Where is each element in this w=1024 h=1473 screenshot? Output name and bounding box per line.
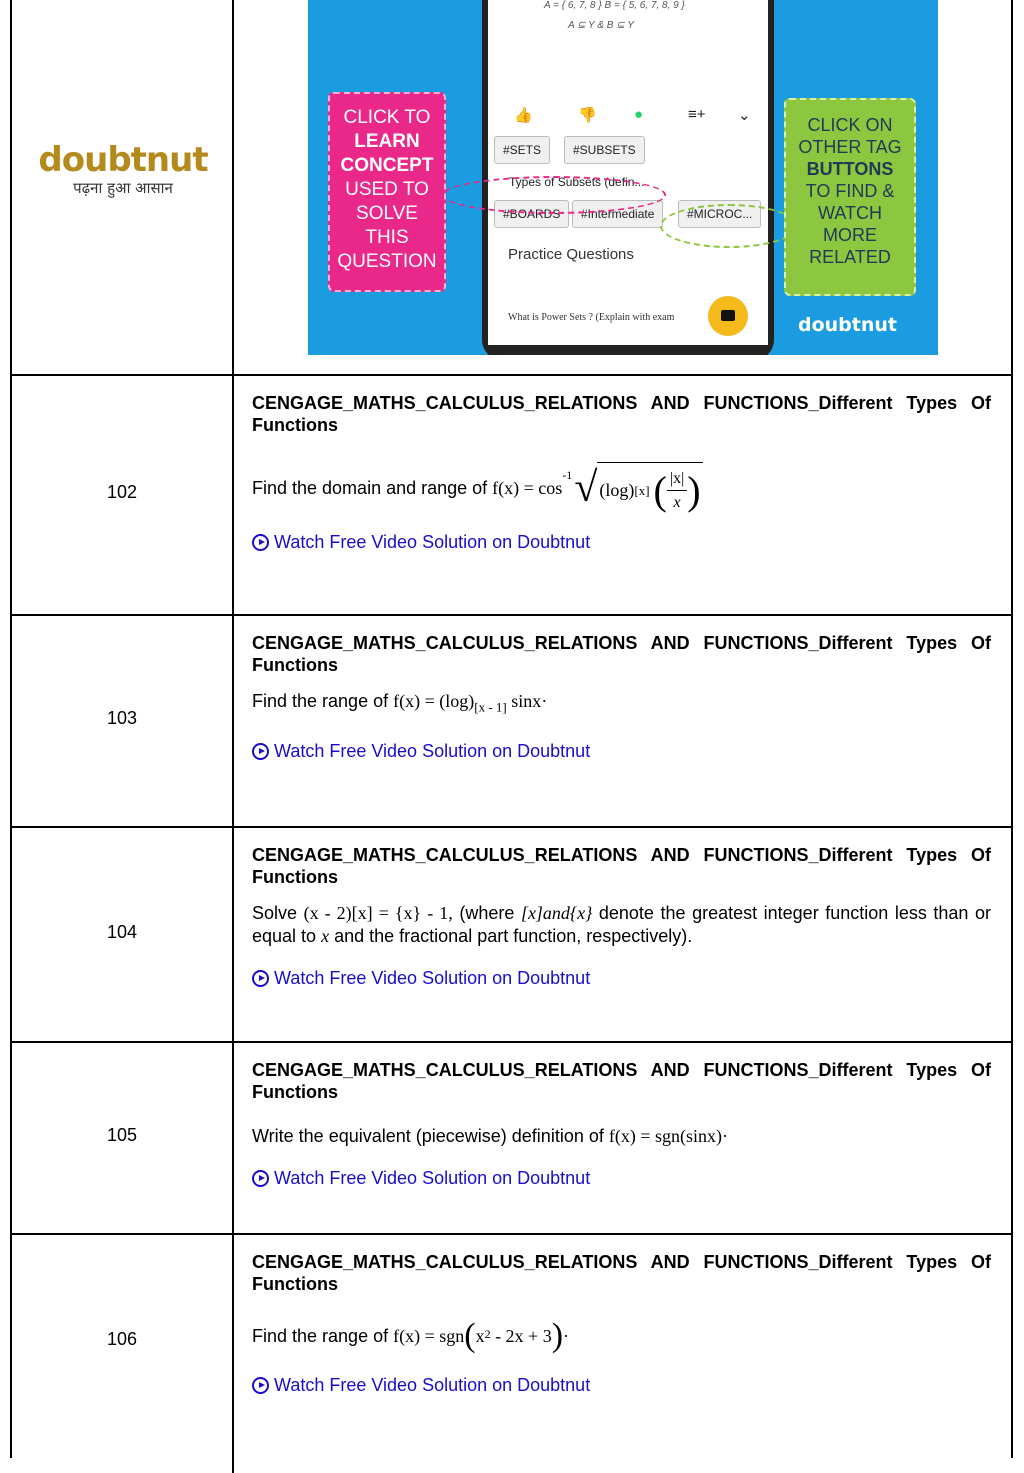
- like-icon[interactable]: 👍: [514, 107, 533, 124]
- learn-concept-callout: CLICK TO LEARN CONCEPT USED TO SOLVE THIS QUESTION: [328, 92, 446, 292]
- question-row-103: [12, 614, 1011, 828]
- question-number: 103: [106, 708, 138, 728]
- tag-intermediate[interactable]: #Intermediate: [572, 200, 663, 228]
- add-to-playlist-icon[interactable]: ≡+: [688, 106, 706, 123]
- header-row: [12, 0, 1011, 376]
- play-circle-icon: [252, 1170, 269, 1187]
- practice-questions-label: Practice Questions: [508, 246, 634, 263]
- question-row-105: [12, 1041, 1011, 1235]
- question-text: Find the domain and range of f(x) = cos $^{-1}$ √ (log) [x] ( |x| x ): [252, 462, 991, 514]
- notes-line-1: A = { 6, 7, 8 } B = { 5, 6, 7, 8, 9 }: [544, 0, 685, 11]
- document-sheet: [10, 0, 1013, 1458]
- tag-types-of-subsets[interactable]: Types of Subsets (defin...: [500, 168, 653, 196]
- question-number: 106: [106, 1329, 138, 1349]
- question-number: 104: [106, 922, 138, 942]
- watch-video-link[interactable]: Watch Free Video Solution on Doubtnut: [252, 532, 991, 553]
- question-text: Find the range of $f(x) = (\log)_{[x - 1]}$ sinx·: [252, 691, 548, 715]
- question-text: Find the range of f(x) = sgn ( x 2 - 2x + 3 ) ·: [252, 1317, 570, 1354]
- tag-sets[interactable]: #SETS: [494, 136, 550, 164]
- question-text: Solve (x - 2)[x] = {x} - 1, (where [x]and{x} denote the greatest integer function less than or equal to x and the fractional part function, respectively).: [252, 903, 991, 946]
- play-circle-icon: [252, 743, 269, 760]
- question-math: f(x) = cos $^{-1}$ √ (log) [x] ( |x| x ): [492, 462, 702, 514]
- question-subject: CENGAGE_MATHS_CALCULUS_RELATIONS AND FUNCTIONS_Different Types Of Functions: [252, 845, 991, 887]
- watch-video-link[interactable]: Watch Free Video Solution on Doubtnut: [252, 741, 991, 762]
- question-row-106: [12, 1233, 1011, 1473]
- preview-question[interactable]: What is Power Sets ? (Explain with exam: [508, 312, 675, 323]
- question-subject: CENGAGE_MATHS_CALCULUS_RELATIONS AND FUNCTIONS_Different Types Of Functions: [252, 1060, 991, 1102]
- sqrt-sign: √: [574, 465, 598, 511]
- logo-tagline: पढ़ना हुआ आसान: [73, 179, 173, 197]
- app-promo-banner[interactable]: [308, 0, 938, 355]
- question-math: $f(x) = (\log)_{[x - 1]}$ sinx·: [393, 691, 548, 715]
- play-circle-icon: [252, 534, 269, 551]
- tag-microc[interactable]: #MICROC...: [678, 200, 761, 228]
- banner-brand-logo: doubtnut: [798, 314, 897, 336]
- notes-line-2: A ⊆ Y & B ⊆ Y: [568, 20, 634, 31]
- question-row-102: [12, 374, 1011, 616]
- question-math: f(x) = sgn ( x 2 - 2x + 3 ) ·: [393, 1317, 570, 1354]
- camera-icon[interactable]: [708, 296, 748, 336]
- highlight-ring-tags: [660, 204, 798, 248]
- tag-boards[interactable]: #BOARDS: [494, 200, 569, 228]
- watch-video-link[interactable]: Watch Free Video Solution on Doubtnut: [252, 1168, 991, 1189]
- highlight-ring-concept: [442, 176, 666, 214]
- question-subject: CENGAGE_MATHS_CALCULUS_RELATIONS AND FUNCTIONS_Different Types Of Functions: [252, 1252, 991, 1294]
- watch-video-link[interactable]: Watch Free Video Solution on Doubtnut: [252, 1375, 991, 1396]
- chevron-down-icon[interactable]: ⌄: [738, 107, 751, 124]
- question-number: 102: [106, 482, 138, 502]
- tag-buttons-callout: CLICK ON OTHER TAG BUTTONS TO FIND & WATCH MORE RELATED: [784, 98, 916, 296]
- question-subject: CENGAGE_MATHS_CALCULUS_RELATIONS AND FUNCTIONS_Different Types Of Functions: [252, 393, 991, 435]
- doubtnut-logo: [28, 140, 218, 198]
- play-circle-icon: [252, 1377, 269, 1394]
- logo-wordmark: doubtnut: [38, 140, 208, 180]
- tag-subsets[interactable]: #SUBSETS: [564, 136, 645, 164]
- question-text: Write the equivalent (piecewise) definition of f(x) = sgn(sinx)·: [252, 1126, 729, 1146]
- question-row-104: [12, 826, 1011, 1043]
- watch-video-link[interactable]: Watch Free Video Solution on Doubtnut: [252, 968, 991, 989]
- question-number: 105: [106, 1125, 138, 1145]
- phone-screen: [488, 0, 768, 345]
- dislike-icon[interactable]: 👎: [578, 107, 597, 124]
- question-subject: CENGAGE_MATHS_CALCULUS_RELATIONS AND FUNCTIONS_Different Types Of Functions: [252, 633, 991, 675]
- play-circle-icon: [252, 970, 269, 987]
- whatsapp-icon[interactable]: ●: [634, 106, 644, 123]
